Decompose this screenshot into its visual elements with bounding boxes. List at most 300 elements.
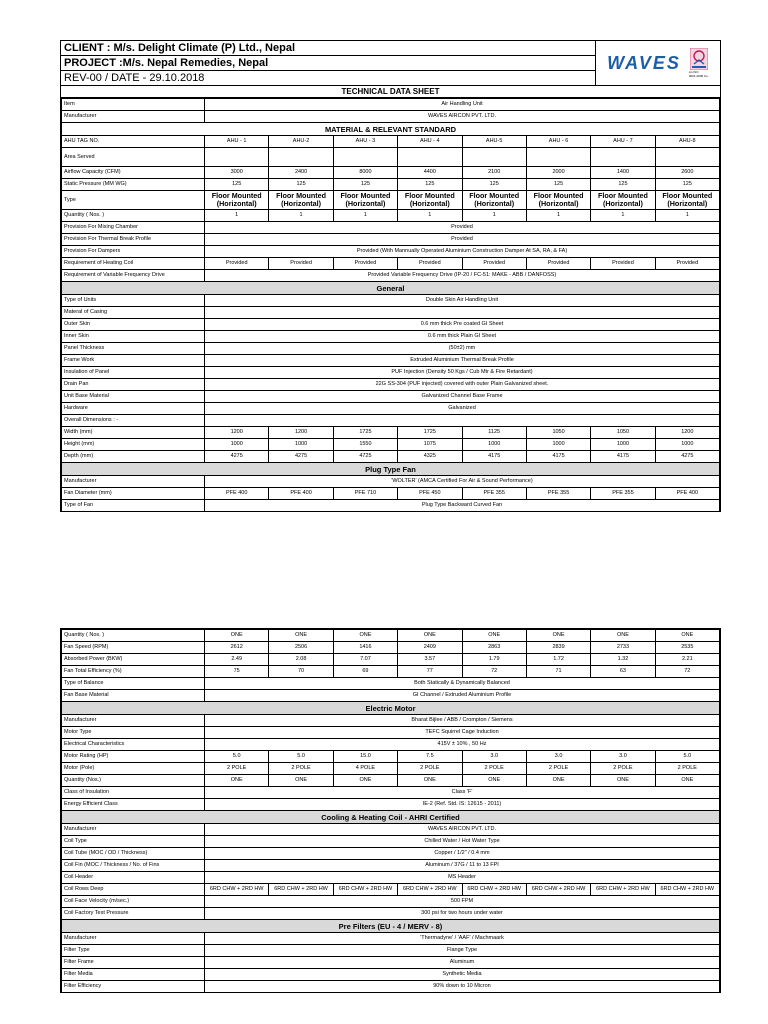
iso-certification-icon xyxy=(689,48,709,78)
spec-value-ahu-3: PFE 710 xyxy=(333,488,397,500)
spec-value-ahu-5: 1.79 xyxy=(462,654,526,666)
spec-value: PUF Injection (Density 50 Kgs / Cub Mtr & Fire Retardant) xyxy=(205,367,720,379)
spec-value-ahu-3: 125 xyxy=(333,179,397,191)
spec-value-ahu-1: 1 xyxy=(205,210,269,222)
spec-value-ahu-6: ONE xyxy=(526,630,590,642)
spec-value: 'Thermadyne' / 'AAF' / Machmaark xyxy=(205,933,720,945)
spec-value-ahu-7 xyxy=(591,148,655,167)
spec-value-ahu-6: 1.72 xyxy=(526,654,590,666)
spec-value-ahu-6: 2 POLE xyxy=(526,763,590,775)
spec-value-ahu-5: 2100 xyxy=(462,167,526,179)
spec-value-ahu-3: 4725 xyxy=(333,451,397,463)
spec-row xyxy=(62,715,720,727)
spec-value-ahu-2: PFE 400 xyxy=(269,488,333,500)
spec-row xyxy=(62,367,720,379)
spec-value-ahu-4: 77 xyxy=(398,666,462,678)
spec-value: 'WOLTER' (AMCA Certified For Air & Sound Performance) xyxy=(205,476,720,488)
spec-value xyxy=(205,307,720,319)
spec-value-ahu-3: AHU - 3 xyxy=(333,136,397,148)
spec-row xyxy=(62,678,720,690)
spec-value: Copper / 1/2" / 0.4 mm xyxy=(205,848,720,860)
spec-value-ahu-5: 1125 xyxy=(462,427,526,439)
spec-value-ahu-1: 2.49 xyxy=(205,654,269,666)
spec-label: Drain Pan xyxy=(62,379,205,391)
spec-value: WAVES AIRCON PVT. LTD. xyxy=(205,824,720,836)
spec-value: Provided xyxy=(205,234,720,246)
spec-row xyxy=(62,343,720,355)
spec-value-ahu-5: 72 xyxy=(462,666,526,678)
spec-value: Provided (With Mannually Operated Aluminium Construction Damper At SA, RA, & FA) xyxy=(205,246,720,258)
spec-label: Manufacturer xyxy=(62,476,205,488)
sheet-header xyxy=(61,41,720,86)
section-title: General xyxy=(62,282,720,295)
spec-value-ahu-7: 1050 xyxy=(591,427,655,439)
spec-value-ahu-8 xyxy=(655,148,719,167)
spec-value-ahu-1: 75 xyxy=(205,666,269,678)
spec-row xyxy=(62,167,720,179)
spec-label: Electrical Characteristics xyxy=(62,739,205,751)
spec-label: Coil Face Velocity (m/sec.) xyxy=(62,896,205,908)
section-title: Pre Filters (EU - 4 / MERV - 8) xyxy=(62,920,720,933)
spec-value-ahu-4: 3.57 xyxy=(398,654,462,666)
spec-label: Absorbed Power (BKW) xyxy=(62,654,205,666)
spec-value: Galvanized Channel Base Frame xyxy=(205,391,720,403)
spec-value-ahu-7: AHU - 7 xyxy=(591,136,655,148)
spec-value-ahu-2: ONE xyxy=(269,630,333,642)
spec-value-ahu-5 xyxy=(462,148,526,167)
spec-value-ahu-4: 125 xyxy=(398,179,462,191)
spec-label: Airflow Capacity (CFM) xyxy=(62,167,205,179)
spec-value-ahu-4: ONE xyxy=(398,775,462,787)
datasheet-page-1 xyxy=(60,40,721,512)
spec-value-ahu-2: AHU-2 xyxy=(269,136,333,148)
spec-value-ahu-7: 1400 xyxy=(591,167,655,179)
spec-row xyxy=(62,884,720,896)
spec-row xyxy=(62,739,720,751)
spec-value: Galvanized xyxy=(205,403,720,415)
spec-value-ahu-3: 4 POLE xyxy=(333,763,397,775)
spec-value-ahu-2: 6RD CHW + 2RD HW xyxy=(269,884,333,896)
spec-value-ahu-4: 7.5 xyxy=(398,751,462,763)
spec-value-ahu-3: 15.0 xyxy=(333,751,397,763)
spec-value: Aluminum xyxy=(205,957,720,969)
spec-value-ahu-8: 5.0 xyxy=(655,751,719,763)
spec-label: Manufacturer xyxy=(62,715,205,727)
spec-value-ahu-4: 1075 xyxy=(398,439,462,451)
spec-value-ahu-1: 1200 xyxy=(205,427,269,439)
spec-value: Double Skin Air Handling Unit xyxy=(205,295,720,307)
spec-value: 415V ± 10% , 50 Hz xyxy=(205,739,720,751)
spec-value-ahu-7: 2 POLE xyxy=(591,763,655,775)
spec-value-ahu-6: 3.0 xyxy=(526,751,590,763)
spec-row xyxy=(62,403,720,415)
spec-value-ahu-7: 63 xyxy=(591,666,655,678)
spec-value-ahu-7: 125 xyxy=(591,179,655,191)
spec-value-ahu-2: Floor Mounted (Horizontal) xyxy=(269,191,333,210)
spec-value-ahu-8: 2535 xyxy=(655,642,719,654)
spec-label: Filter Efficiency xyxy=(62,981,205,993)
spec-value-ahu-6: 125 xyxy=(526,179,590,191)
section-title: Electric Motor xyxy=(62,702,720,715)
spec-value-ahu-5: 6RD CHW + 2RD HW xyxy=(462,884,526,896)
spec-label: Width (mm) xyxy=(62,427,205,439)
spec-row xyxy=(62,234,720,246)
spec-value-ahu-4: AHU - 4 xyxy=(398,136,462,148)
spec-value-ahu-8: Floor Mounted (Horizontal) xyxy=(655,191,719,210)
spec-value xyxy=(205,415,720,427)
section-header-row xyxy=(62,282,720,295)
spec-value-ahu-4: 1725 xyxy=(398,427,462,439)
spec-value-ahu-7: 1000 xyxy=(591,439,655,451)
spec-value-ahu-7: 2733 xyxy=(591,642,655,654)
iso-caption: An ISO 9001:2008 Co. xyxy=(688,70,709,78)
spec-value-ahu-6: Floor Mounted (Horizontal) xyxy=(526,191,590,210)
project-line: PROJECT :M/s. Nepal Remedies, Nepal xyxy=(61,56,595,71)
spec-value: 0.6 mm thick Pre coated GI Sheet xyxy=(205,319,720,331)
spec-value-ahu-8: PFE 400 xyxy=(655,488,719,500)
spec-label: Class of Insulation xyxy=(62,787,205,799)
spec-value-ahu-3: 1 xyxy=(333,210,397,222)
spec-value-ahu-1: 3000 xyxy=(205,167,269,179)
spec-value-ahu-8: 2 POLE xyxy=(655,763,719,775)
spec-row xyxy=(62,427,720,439)
spec-value-ahu-3: ONE xyxy=(333,630,397,642)
spec-value-ahu-1: 1000 xyxy=(205,439,269,451)
spec-value-ahu-8: 6RD CHW + 2RD HW xyxy=(655,884,719,896)
spec-label: Provision For Thermal Break Profile xyxy=(62,234,205,246)
spec-value-ahu-5: PFE 355 xyxy=(462,488,526,500)
spec-value: TEFC Squirrel Cage Induction xyxy=(205,727,720,739)
spec-value-ahu-2: 4275 xyxy=(269,451,333,463)
spec-value-ahu-7: 3.0 xyxy=(591,751,655,763)
spec-value-ahu-5: 1 xyxy=(462,210,526,222)
spec-value-ahu-1 xyxy=(205,148,269,167)
spec-value-ahu-2: 2400 xyxy=(269,167,333,179)
spec-row xyxy=(62,751,720,763)
spec-value-ahu-4: ONE xyxy=(398,630,462,642)
spec-value-ahu-7: 1 xyxy=(591,210,655,222)
spec-value: IE-2 (Ref. Std. IS: 12615 - 2011) xyxy=(205,799,720,811)
spec-table-page-1 xyxy=(61,98,720,512)
spec-row xyxy=(62,836,720,848)
spec-row xyxy=(62,933,720,945)
spec-row xyxy=(62,908,720,920)
spec-label: Frame Work xyxy=(62,355,205,367)
spec-value: 0.6 mm thick Plain GI Sheet xyxy=(205,331,720,343)
spec-row xyxy=(62,136,720,148)
spec-label: Coil Fin (MOC / Thickness / No. of Fins xyxy=(62,860,205,872)
spec-label: Fan Speed (RPM) xyxy=(62,642,205,654)
spec-label: Motor Type xyxy=(62,727,205,739)
spec-value-ahu-5: 125 xyxy=(462,179,526,191)
spec-label: Requirement of Heating Coil xyxy=(62,258,205,270)
section-title: MATERIAL & RELEVANT STANDARD xyxy=(62,123,720,136)
spec-row xyxy=(62,148,720,167)
spec-row xyxy=(62,896,720,908)
spec-value: Provided xyxy=(205,222,720,234)
spec-value-ahu-7: ONE xyxy=(591,630,655,642)
spec-label: Fan Base Material xyxy=(62,690,205,702)
spec-value-ahu-5: 1000 xyxy=(462,439,526,451)
spec-row xyxy=(62,666,720,678)
spec-value: Aluminum / 37G / 11 to 13 FPI xyxy=(205,860,720,872)
spec-label: Coil Header xyxy=(62,872,205,884)
spec-label: Coil Rows Deep xyxy=(62,884,205,896)
spec-row xyxy=(62,179,720,191)
section-header-row xyxy=(62,463,720,476)
spec-value-ahu-2: 2506 xyxy=(269,642,333,654)
iso-badge-icon xyxy=(690,48,708,70)
spec-value: 300 psi for two hours under water xyxy=(205,908,720,920)
spec-label: Depth (mm) xyxy=(62,451,205,463)
spec-row xyxy=(62,824,720,836)
spec-value-ahu-6: 2839 xyxy=(526,642,590,654)
spec-row xyxy=(62,860,720,872)
spec-value-ahu-8: ONE xyxy=(655,630,719,642)
spec-label: Manufacturer xyxy=(62,933,205,945)
spec-label: Provision For Dampers xyxy=(62,246,205,258)
spec-value-ahu-5: ONE xyxy=(462,630,526,642)
spec-value-ahu-8: Provided xyxy=(655,258,719,270)
spec-value-ahu-3: Floor Mounted (Horizontal) xyxy=(333,191,397,210)
spec-row xyxy=(62,270,720,282)
spec-value-ahu-2: 2 POLE xyxy=(269,763,333,775)
spec-label: Motor Rating (HP) xyxy=(62,751,205,763)
spec-label: Insulation of Panel xyxy=(62,367,205,379)
spec-row xyxy=(62,355,720,367)
spec-row xyxy=(62,391,720,403)
spec-label: Inner Skin xyxy=(62,331,205,343)
spec-value-ahu-1: ONE xyxy=(205,775,269,787)
spec-value-ahu-1: PFE 400 xyxy=(205,488,269,500)
spec-row xyxy=(62,981,720,993)
spec-row xyxy=(62,727,720,739)
spec-value-ahu-6: 1050 xyxy=(526,427,590,439)
spec-row xyxy=(62,319,720,331)
spec-label: Quantity ( Nos. ) xyxy=(62,210,205,222)
spec-label: Provision For Mixing Chamber xyxy=(62,222,205,234)
spec-value-ahu-8: 2600 xyxy=(655,167,719,179)
spec-value-ahu-4: 4325 xyxy=(398,451,462,463)
spec-label: Manufacturer xyxy=(62,111,205,123)
spec-row xyxy=(62,331,720,343)
spec-label: Fan Total Efficiency (%) xyxy=(62,666,205,678)
spec-row xyxy=(62,969,720,981)
spec-value-ahu-4: 1 xyxy=(398,210,462,222)
spec-value-ahu-3: 1725 xyxy=(333,427,397,439)
spec-label: Motor (Pole) xyxy=(62,763,205,775)
spec-value-ahu-1: AHU - 1 xyxy=(205,136,269,148)
spec-row xyxy=(62,111,720,123)
spec-label: Coil Tube (MOC / OD / Thickness) xyxy=(62,848,205,860)
spec-value-ahu-2: 5.0 xyxy=(269,751,333,763)
spec-value: GI Channel / Extruded Aluminium Profile xyxy=(205,690,720,702)
spec-row xyxy=(62,476,720,488)
spec-label: Overall Dimensions : - xyxy=(62,415,205,427)
spec-value-ahu-7: Provided xyxy=(591,258,655,270)
spec-row xyxy=(62,957,720,969)
spec-row xyxy=(62,258,720,270)
spec-value-ahu-4: 4400 xyxy=(398,167,462,179)
spec-value-ahu-2: ONE xyxy=(269,775,333,787)
spec-value-ahu-3: 1416 xyxy=(333,642,397,654)
section-title: Plug Type Fan xyxy=(62,463,720,476)
spec-value-ahu-4: Floor Mounted (Horizontal) xyxy=(398,191,462,210)
spec-value-ahu-7: Floor Mounted (Horizontal) xyxy=(591,191,655,210)
spec-row xyxy=(62,848,720,860)
spec-value-ahu-3: 8000 xyxy=(333,167,397,179)
spec-label: Type of Units xyxy=(62,295,205,307)
spec-row xyxy=(62,415,720,427)
spec-label: Static Pressure (MM WG) xyxy=(62,179,205,191)
spec-value-ahu-8: 72 xyxy=(655,666,719,678)
spec-row xyxy=(62,775,720,787)
spec-value-ahu-6: 1 xyxy=(526,210,590,222)
spec-value-ahu-6: 71 xyxy=(526,666,590,678)
spec-row xyxy=(62,295,720,307)
spec-value-ahu-3 xyxy=(333,148,397,167)
spec-value-ahu-3: 69 xyxy=(333,666,397,678)
spec-value: 90% down to 10 Micron xyxy=(205,981,720,993)
spec-value-ahu-7: 1.32 xyxy=(591,654,655,666)
spec-value-ahu-8: ONE xyxy=(655,775,719,787)
spec-value-ahu-8: AHU-8 xyxy=(655,136,719,148)
company-logo xyxy=(595,41,720,85)
spec-value: Plug Type Backward Curved Fan xyxy=(205,500,720,512)
spec-value-ahu-8: 1 xyxy=(655,210,719,222)
spec-value-ahu-2: 1200 xyxy=(269,427,333,439)
section-title: Cooling & Heating Coil - AHRI Certified xyxy=(62,811,720,824)
spec-label: Outer Skin xyxy=(62,319,205,331)
spec-value: Chilled Water / Hot Water Type xyxy=(205,836,720,848)
spec-value-ahu-4: Provided xyxy=(398,258,462,270)
spec-value-ahu-1: Floor Mounted (Horizontal) xyxy=(205,191,269,210)
spec-value-ahu-4: 2 POLE xyxy=(398,763,462,775)
spec-row xyxy=(62,630,720,642)
spec-row xyxy=(62,488,720,500)
spec-value-ahu-1: 5.0 xyxy=(205,751,269,763)
spec-label: Filter Frame xyxy=(62,957,205,969)
spec-row xyxy=(62,654,720,666)
spec-value-ahu-7: PFE 355 xyxy=(591,488,655,500)
sheet-title: TECHNICAL DATA SHEET xyxy=(61,86,720,98)
spec-label: Quantity ( Nos. ) xyxy=(62,630,205,642)
spec-value-ahu-4: 6RD CHW + 2RD HW xyxy=(398,884,462,896)
spec-row xyxy=(62,210,720,222)
spec-row xyxy=(62,945,720,957)
spec-value-ahu-2: 125 xyxy=(269,179,333,191)
spec-value-ahu-1: 2 POLE xyxy=(205,763,269,775)
spec-value-ahu-7: ONE xyxy=(591,775,655,787)
spec-value-ahu-1: 125 xyxy=(205,179,269,191)
spec-value: MS Header xyxy=(205,872,720,884)
spec-row xyxy=(62,872,720,884)
spec-value-ahu-5: Provided xyxy=(462,258,526,270)
spec-value-ahu-1: 2612 xyxy=(205,642,269,654)
spec-value-ahu-2: Provided xyxy=(269,258,333,270)
datasheet-page-2 xyxy=(60,628,721,993)
section-header-row xyxy=(62,123,720,136)
spec-value-ahu-7: 4175 xyxy=(591,451,655,463)
spec-value-ahu-8: 125 xyxy=(655,179,719,191)
spec-value-ahu-2: 70 xyxy=(269,666,333,678)
spec-table-page-2 xyxy=(61,629,720,993)
spec-value: Provided Variable Frequency Drive (IP-20 / FC-51: MAKE - ABB / DANFOSS) xyxy=(205,270,720,282)
spec-row xyxy=(62,246,720,258)
spec-value-ahu-6: ONE xyxy=(526,775,590,787)
spec-value-ahu-2: 1 xyxy=(269,210,333,222)
spec-value-ahu-5: 3.0 xyxy=(462,751,526,763)
spec-label: Materal of Casing xyxy=(62,307,205,319)
spec-value: WAVES AIRCON PVT. LTD. xyxy=(205,111,720,123)
spec-value-ahu-6: 6RD CHW + 2RD HW xyxy=(526,884,590,896)
spec-label: Type of Balance xyxy=(62,678,205,690)
header-info xyxy=(61,41,595,85)
spec-value-ahu-5: AHU-5 xyxy=(462,136,526,148)
spec-value-ahu-3: 7.07 xyxy=(333,654,397,666)
spec-value: Extruded Aluminium Thermal Break Profile xyxy=(205,355,720,367)
spec-label: Type xyxy=(62,191,205,210)
section-header-row xyxy=(62,702,720,715)
spec-value-ahu-2 xyxy=(269,148,333,167)
spec-value: Flange Type xyxy=(205,945,720,957)
section-header-row xyxy=(62,920,720,933)
spec-row xyxy=(62,690,720,702)
client-line: CLIENT : M/s. Delight Climate (P) Ltd., Nepal xyxy=(61,41,595,56)
spec-value-ahu-1: 6RD CHW + 2RD HW xyxy=(205,884,269,896)
spec-label: Filter Type xyxy=(62,945,205,957)
spec-value-ahu-4 xyxy=(398,148,462,167)
spec-value-ahu-3: 6RD CHW + 2RD HW xyxy=(333,884,397,896)
spec-value-ahu-8: 4275 xyxy=(655,451,719,463)
spec-value-ahu-3: Provided xyxy=(333,258,397,270)
spec-value-ahu-8: 1000 xyxy=(655,439,719,451)
spec-label: Fan Diameter (mm) xyxy=(62,488,205,500)
spec-value-ahu-5: 2 POLE xyxy=(462,763,526,775)
spec-label: Panel Thickness xyxy=(62,343,205,355)
spec-value-ahu-6: Provided xyxy=(526,258,590,270)
spec-label: Requirement of Variable Frequency Drive xyxy=(62,270,205,282)
spec-value-ahu-6 xyxy=(526,148,590,167)
spec-value: Air Handling Unit xyxy=(205,99,720,111)
spec-label: Filter Media xyxy=(62,969,205,981)
spec-value-ahu-2: 1000 xyxy=(269,439,333,451)
spec-value-ahu-6: 2000 xyxy=(526,167,590,179)
spec-value: Class 'F' xyxy=(205,787,720,799)
section-header-row xyxy=(62,811,720,824)
spec-label: Type of Fan xyxy=(62,500,205,512)
spec-value-ahu-5: Floor Mounted (Horizontal) xyxy=(462,191,526,210)
spec-label: Area Served xyxy=(62,148,205,167)
spec-value-ahu-4: PFE 450 xyxy=(398,488,462,500)
spec-value-ahu-6: PFE 355 xyxy=(526,488,590,500)
spec-value-ahu-5: 2863 xyxy=(462,642,526,654)
spec-label: Energy Efficient Class xyxy=(62,799,205,811)
spec-row xyxy=(62,763,720,775)
spec-value-ahu-5: ONE xyxy=(462,775,526,787)
spec-value: (50±2) mm xyxy=(205,343,720,355)
spec-value-ahu-6: 1000 xyxy=(526,439,590,451)
spec-value-ahu-1: 4275 xyxy=(205,451,269,463)
spec-label: Manufacturer xyxy=(62,824,205,836)
spec-value: 22G SS-304 (PUF injected) covered with outer Plain Galvanized sheet. xyxy=(205,379,720,391)
spec-row xyxy=(62,642,720,654)
spec-label: Height (mm) xyxy=(62,439,205,451)
spec-value-ahu-1: Provided xyxy=(205,258,269,270)
waves-logo-text: WAVES xyxy=(607,52,681,73)
spec-row xyxy=(62,799,720,811)
spec-value-ahu-8: 1200 xyxy=(655,427,719,439)
